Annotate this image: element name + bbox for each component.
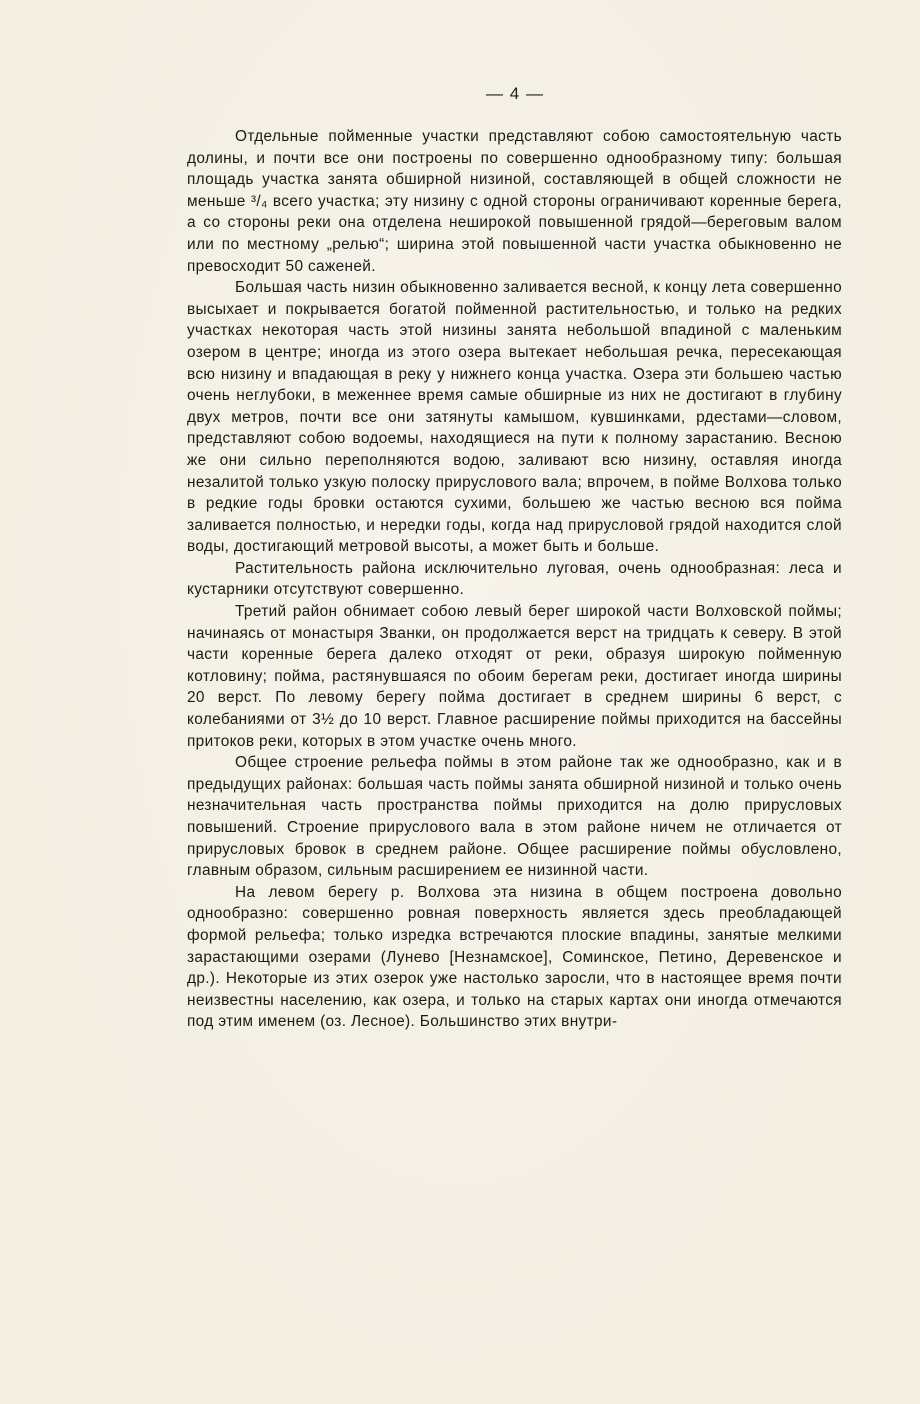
paragraph-2: Большая часть низин обыкновенно заливается весной, к концу лета совершенно высыхает и покрывается богатой пойменной растительностью, и только на редких участках некоторая часть этой низины занята небольшой впадиной с маленьким озером в центре; иногда из этого озера вытекает небольшая речка, пересекающая всю низину и впадающая в реку у нижнего конца участка. Озера эти большею частью очень неглубоки, в меженнее время самые обширные из них не достигают в глубину двух метров, почти все они затянуты камышом, кувшинками, рдестами—словом, представляют собою водоемы, находящиеся на пути к полному зарастанию. Весною же они сильно переполняются водою, заливают всю низину, оставляя иногда незалитой только узкую полоску прируслового вала; впрочем, в пойме Волхова только в редкие годы бровки остаются сухими, большею же частью весною вся пойма заливается полностью, и нередки годы, когда над прирусловой грядой находится слой воды, достигающий метровой высоты, а может быть и больше. [187, 279, 842, 556]
paragraph-1: Отдельные пойменные участки представляют собою самостоятельную часть долины, и почти все они построены по совершенно однообразному типу: большая площадь участка занята обширной низиной, составляющей в общей сложности не меньше ³/₄ всего участка; эту низину с одной стороны ограничивают коренные берега, а со стороны реки она отделена неширокой повышенной грядой—береговым валом или по местному „релью“; ширина этой повышенной части участка обыкновенно не превосходит 50 саженей. [187, 128, 842, 275]
paragraph-6: На левом берегу р. Волхова эта низина в общем построена довольно однообразно: совершенно ровная поверхность является здесь преобладающей формой рельефа; только изредка встречаются плоские впадины, занятые мелкими зарастающими озерами (Лунево [Незнамское], Соминское, Петино, Деревенское и др.). Некоторые из этих озерок уже настолько заросли, что в настоящее время почти неизвестны населению, как озера, и только на старых картах они иногда отмечаются под этим именем (оз. Лесное). Большинство этих внутри- [187, 883, 842, 1031]
paragraph-5: Общее строение рельефа поймы в этом районе так же однообразно, как и в предыдущих районах: большая часть поймы занята обширной низиной и только очень незначительная часть пространства поймы приходится на долю прирусловых повышений. Строение прируслового вала в этом районе ничем не отличается от прирусловых бровок в среднем районе. Общее расширение поймы обусловлено, главным образом, сильным расширением ее низинной части. [187, 754, 842, 880]
body-text [187, 126, 842, 1033]
page-number: — 4 — [486, 84, 544, 103]
paragraph-4: Третий район обнимает собою левый берег широкой части Волховской поймы; начинаясь от монастыря Званки, он продолжается верст на тридцать к северу. В этой части коренные берега далеко отходят от реки, образуя широкую пойменную котловину; пойма, растянувшаяся по обоим берегам реки, достигает иногда ширины 20 верст. По левому берегу пойма достигает в среднем ширины 6 верст, с колебаниями от 3½ до 10 верст. Главное расширение поймы приходится на бассейны притоков реки, которых в этом участке очень много. [187, 603, 842, 750]
paragraph-3: Растительность района исключительно луговая, очень однообразная: леса и кустарники отсутствуют совершенно. [187, 559, 842, 599]
